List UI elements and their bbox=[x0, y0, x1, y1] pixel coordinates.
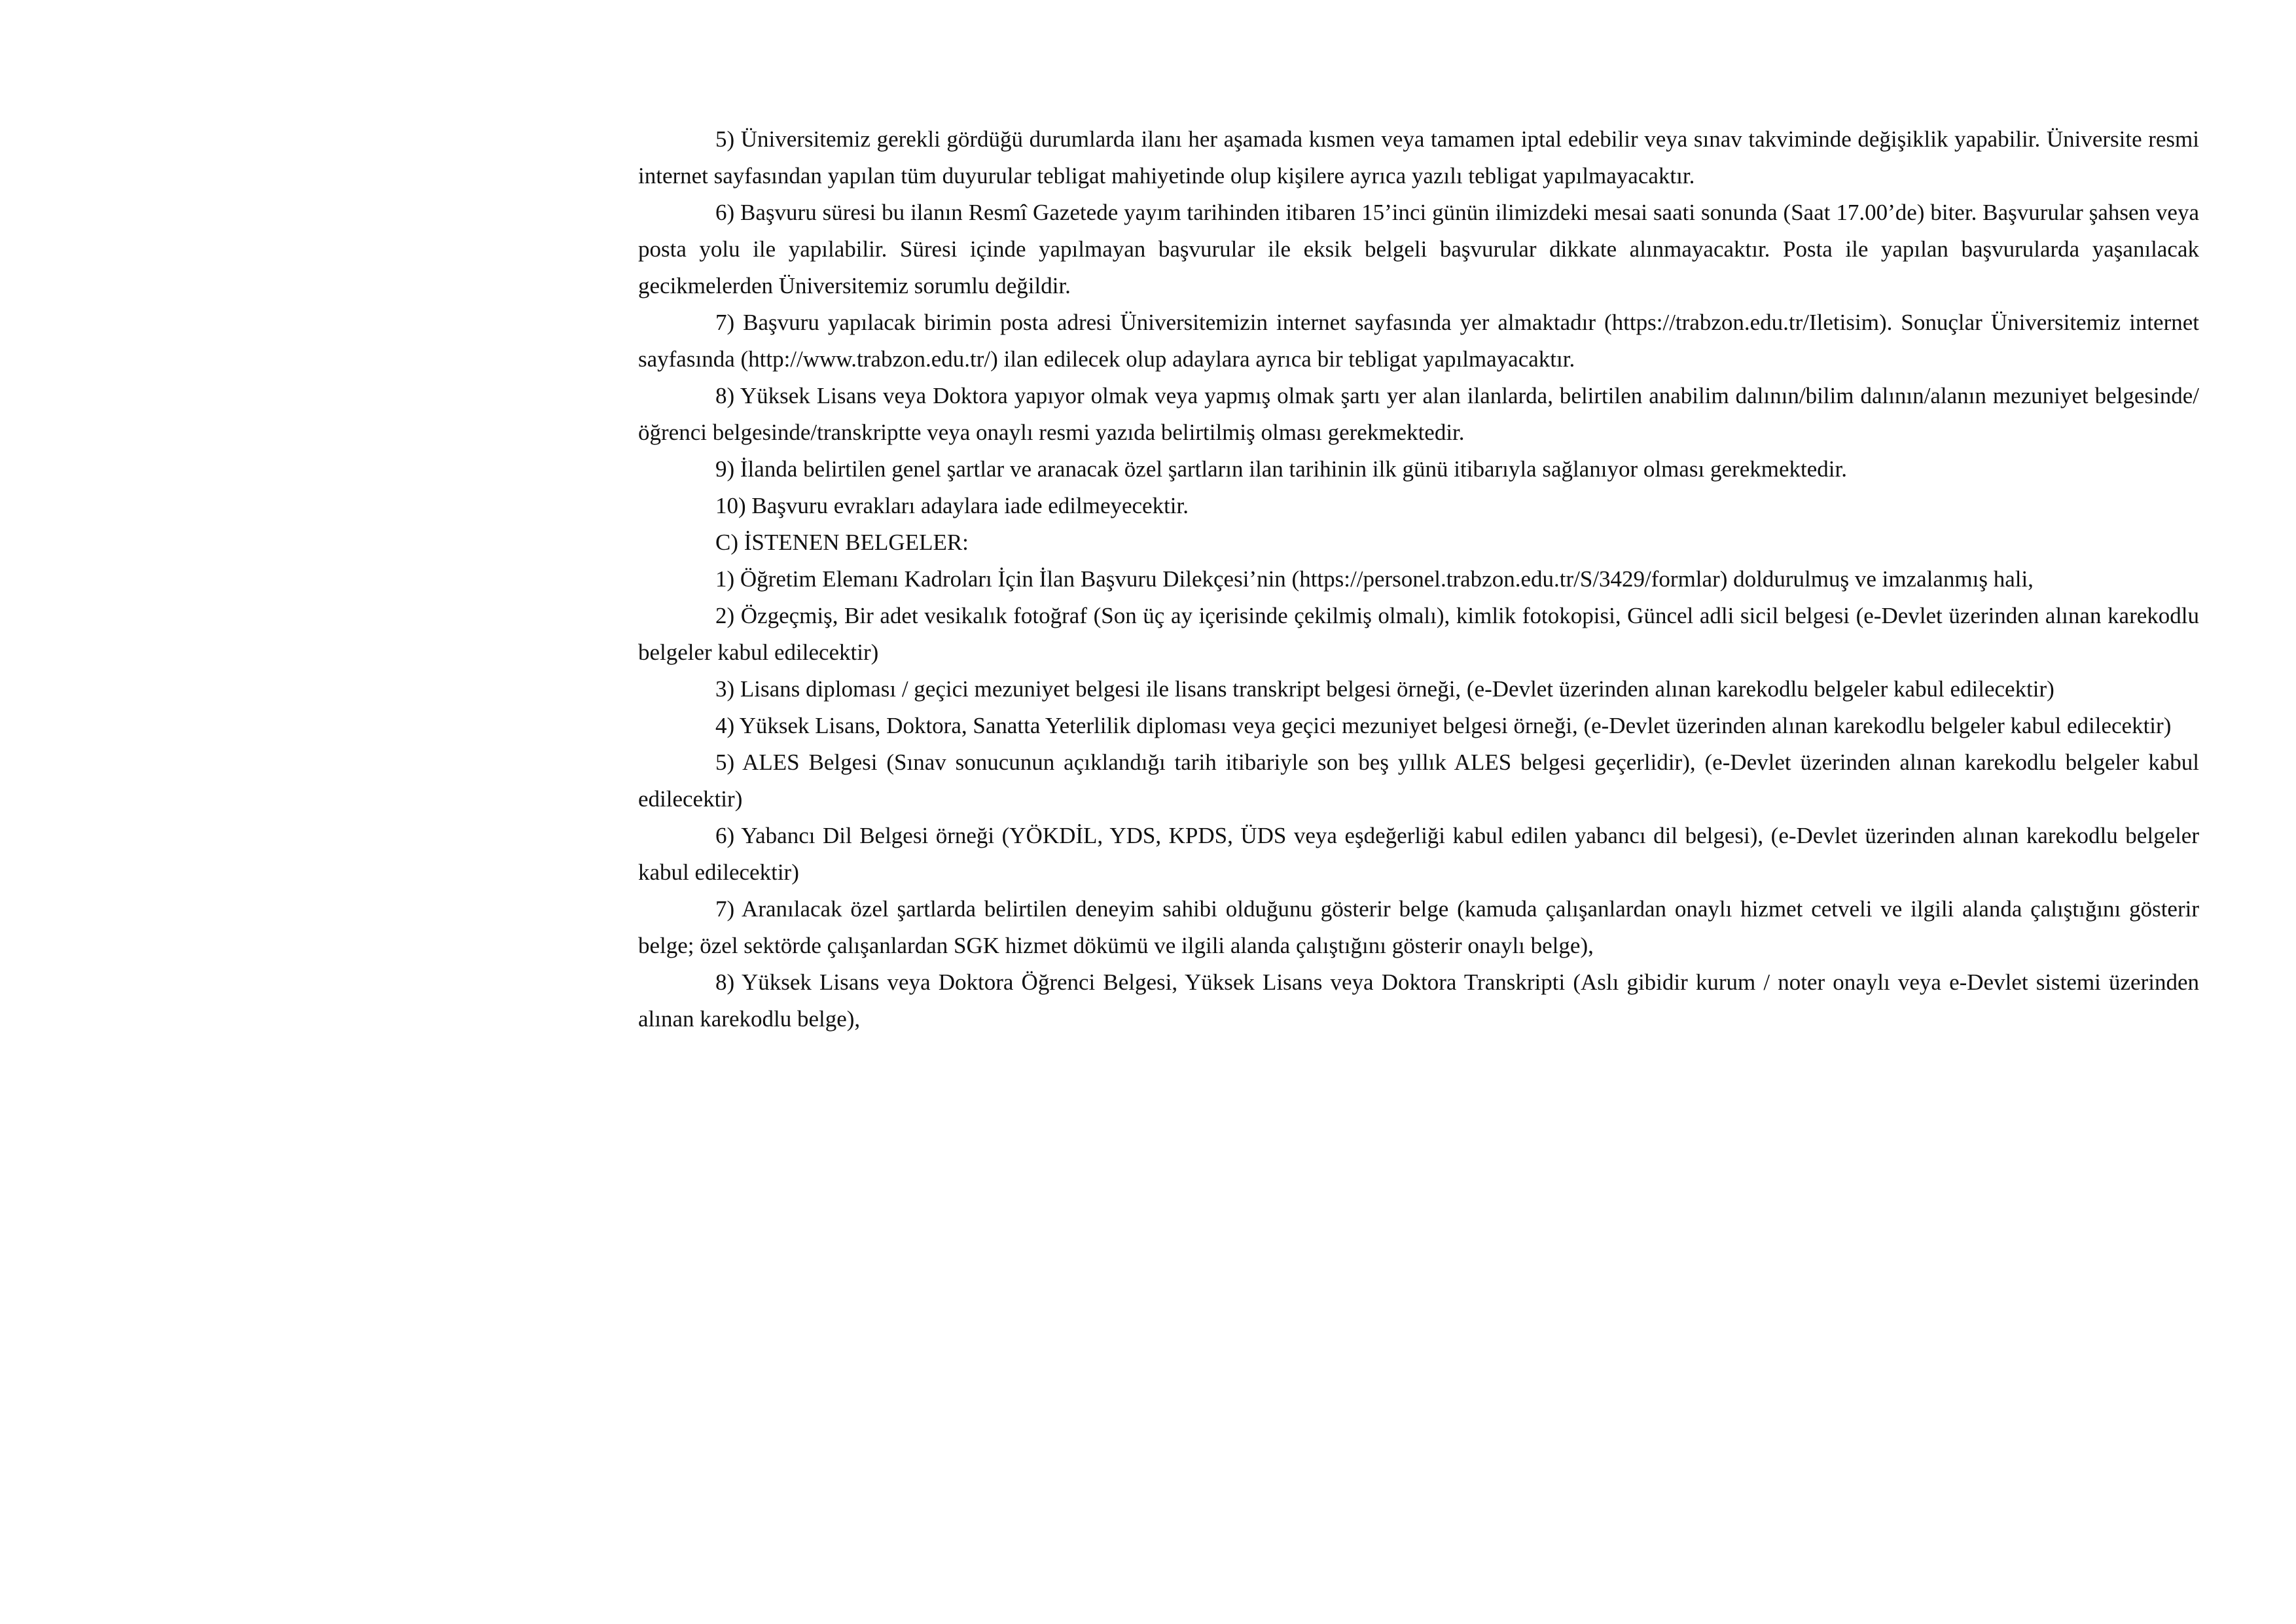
paragraph-document-4: 4) Yüksek Lisans, Doktora, Sanatta Yeterlilik diploması veya geçici mezuniyet belgesi örneği, (e-Devlet üzerinden alınan karekodlu belgeler kabul edilecektir) bbox=[715, 713, 2172, 738]
paragraph-document-6: 6) Yabancı Dil Belgesi örneği (YÖKDİL, YDS, KPDS, ÜDS veya eşdeğerliği kabul edilen yabancı dil belgesi), (e-Devlet üzerinden alınan karekodlu belgeler kabul edilecektir) bbox=[638, 823, 2199, 885]
paragraph-document-1: 1) Öğretim Elemanı Kadroları İçin İlan Başvuru Dilekçesi’nin (https://personel.trabzon.edu.tr/S/3429/formlar) doldurulmuş ve imzalanmış hali, bbox=[715, 566, 2034, 592]
paragraph-general-7: 7) Başvuru yapılacak birimin posta adresi Üniversitemizin internet sayfasında yer almaktadır (https://trabzon.edu.tr/Iletisim). Sonuçlar Üniversitemiz internet sayfasında (http://www.trabzon.edu.tr/) ilan edilecek olup adaylara ayrıca bir tebligat yapılmayacaktır. bbox=[638, 310, 2199, 372]
section-heading-required-documents: C) İSTENEN BELGELER: bbox=[715, 530, 969, 555]
paragraph-general-10: 10) Başvuru evrakları adaylara iade edilmeyecektir. bbox=[715, 493, 1189, 518]
paragraph-document-7: 7) Aranılacak özel şartlarda belirtilen deneyim sahibi olduğunu gösterir belge (kamuda çalışanlardan onaylı hizmet cetveli ve ilgili alanda çalıştığını gösterir belge; özel sektörde çalışanlardan SGK hizmet dökümü ve ilgili alanda çalıştığını gösterir onaylı belge), bbox=[638, 896, 2199, 958]
paragraph-document-8: 8) Yüksek Lisans veya Doktora Öğrenci Belgesi, Yüksek Lisans veya Doktora Transkripti (Aslı gibidir kurum / noter onaylı veya e-Devlet sistemi üzerinden alınan karekodlu belge), bbox=[638, 969, 2199, 1032]
paragraph-document-2: 2) Özgeçmiş, Bir adet vesikalık fotoğraf (Son üç ay içerisinde çekilmiş olmalı), kimlik fotokopisi, Güncel adli sicil belgesi (e-Devlet üzerinden alınan karekodlu belgeler kabul edilecektir) bbox=[638, 603, 2199, 665]
document-body bbox=[638, 121, 2199, 1038]
paragraph-general-9: 9) İlanda belirtilen genel şartlar ve aranacak özel şartların ilan tarihinin ilk günü itibarıyla sağlanıyor olması gerekmektedir. bbox=[715, 456, 1847, 482]
paragraph-document-5: 5) ALES Belgesi (Sınav sonucunun açıklandığı tarih itibariyle son beş yıllık ALES belgesi geçerlidir), (e-Devlet üzerinden alınan karekodlu belgeler kabul edilecektir) bbox=[638, 749, 2199, 812]
paragraph-document-3: 3) Lisans diploması / geçici mezuniyet belgesi ile lisans transkript belgesi örneği, (e-Devlet üzerinden alınan karekodlu belgeler kabul edilecektir) bbox=[715, 676, 2054, 702]
paragraph-general-5: 5) Üniversitemiz gerekli gördüğü durumlarda ilanı her aşamada kısmen veya tamamen iptal edebilir veya sınav takviminde değişiklik yapabilir. Üniversite resmi internet sayfasından yapılan tüm duyurular tebligat mahiyetinde olup kişilere ayrıca yazılı tebligat yapılmayacaktır. bbox=[638, 126, 2199, 189]
paragraph-general-6: 6) Başvuru süresi bu ilanın Resmî Gazetede yayım tarihinden itibaren 15’inci günün ilimizdeki mesai saati sonunda (Saat 17.00’de) biter. Başvurular şahsen veya posta yolu ile yapılabilir. Süresi içinde yapılmayan başvurular ile eksik belgeli başvurular dikkate alınmayacaktır. Posta ile yapılan başvurularda yaşanılacak gecikmelerden Üniversitemiz sorumlu değildir. bbox=[638, 200, 2199, 298]
paragraph-general-8: 8) Yüksek Lisans veya Doktora yapıyor olmak veya yapmış olmak şartı yer alan ilanlarda, belirtilen anabilim dalının/bilim dalının/alanın mezuniyet belgesinde/öğrenci belgesinde/transkriptte veya onaylı resmi yazıda belirtilmiş olması gerekmektedir. bbox=[638, 383, 2199, 445]
